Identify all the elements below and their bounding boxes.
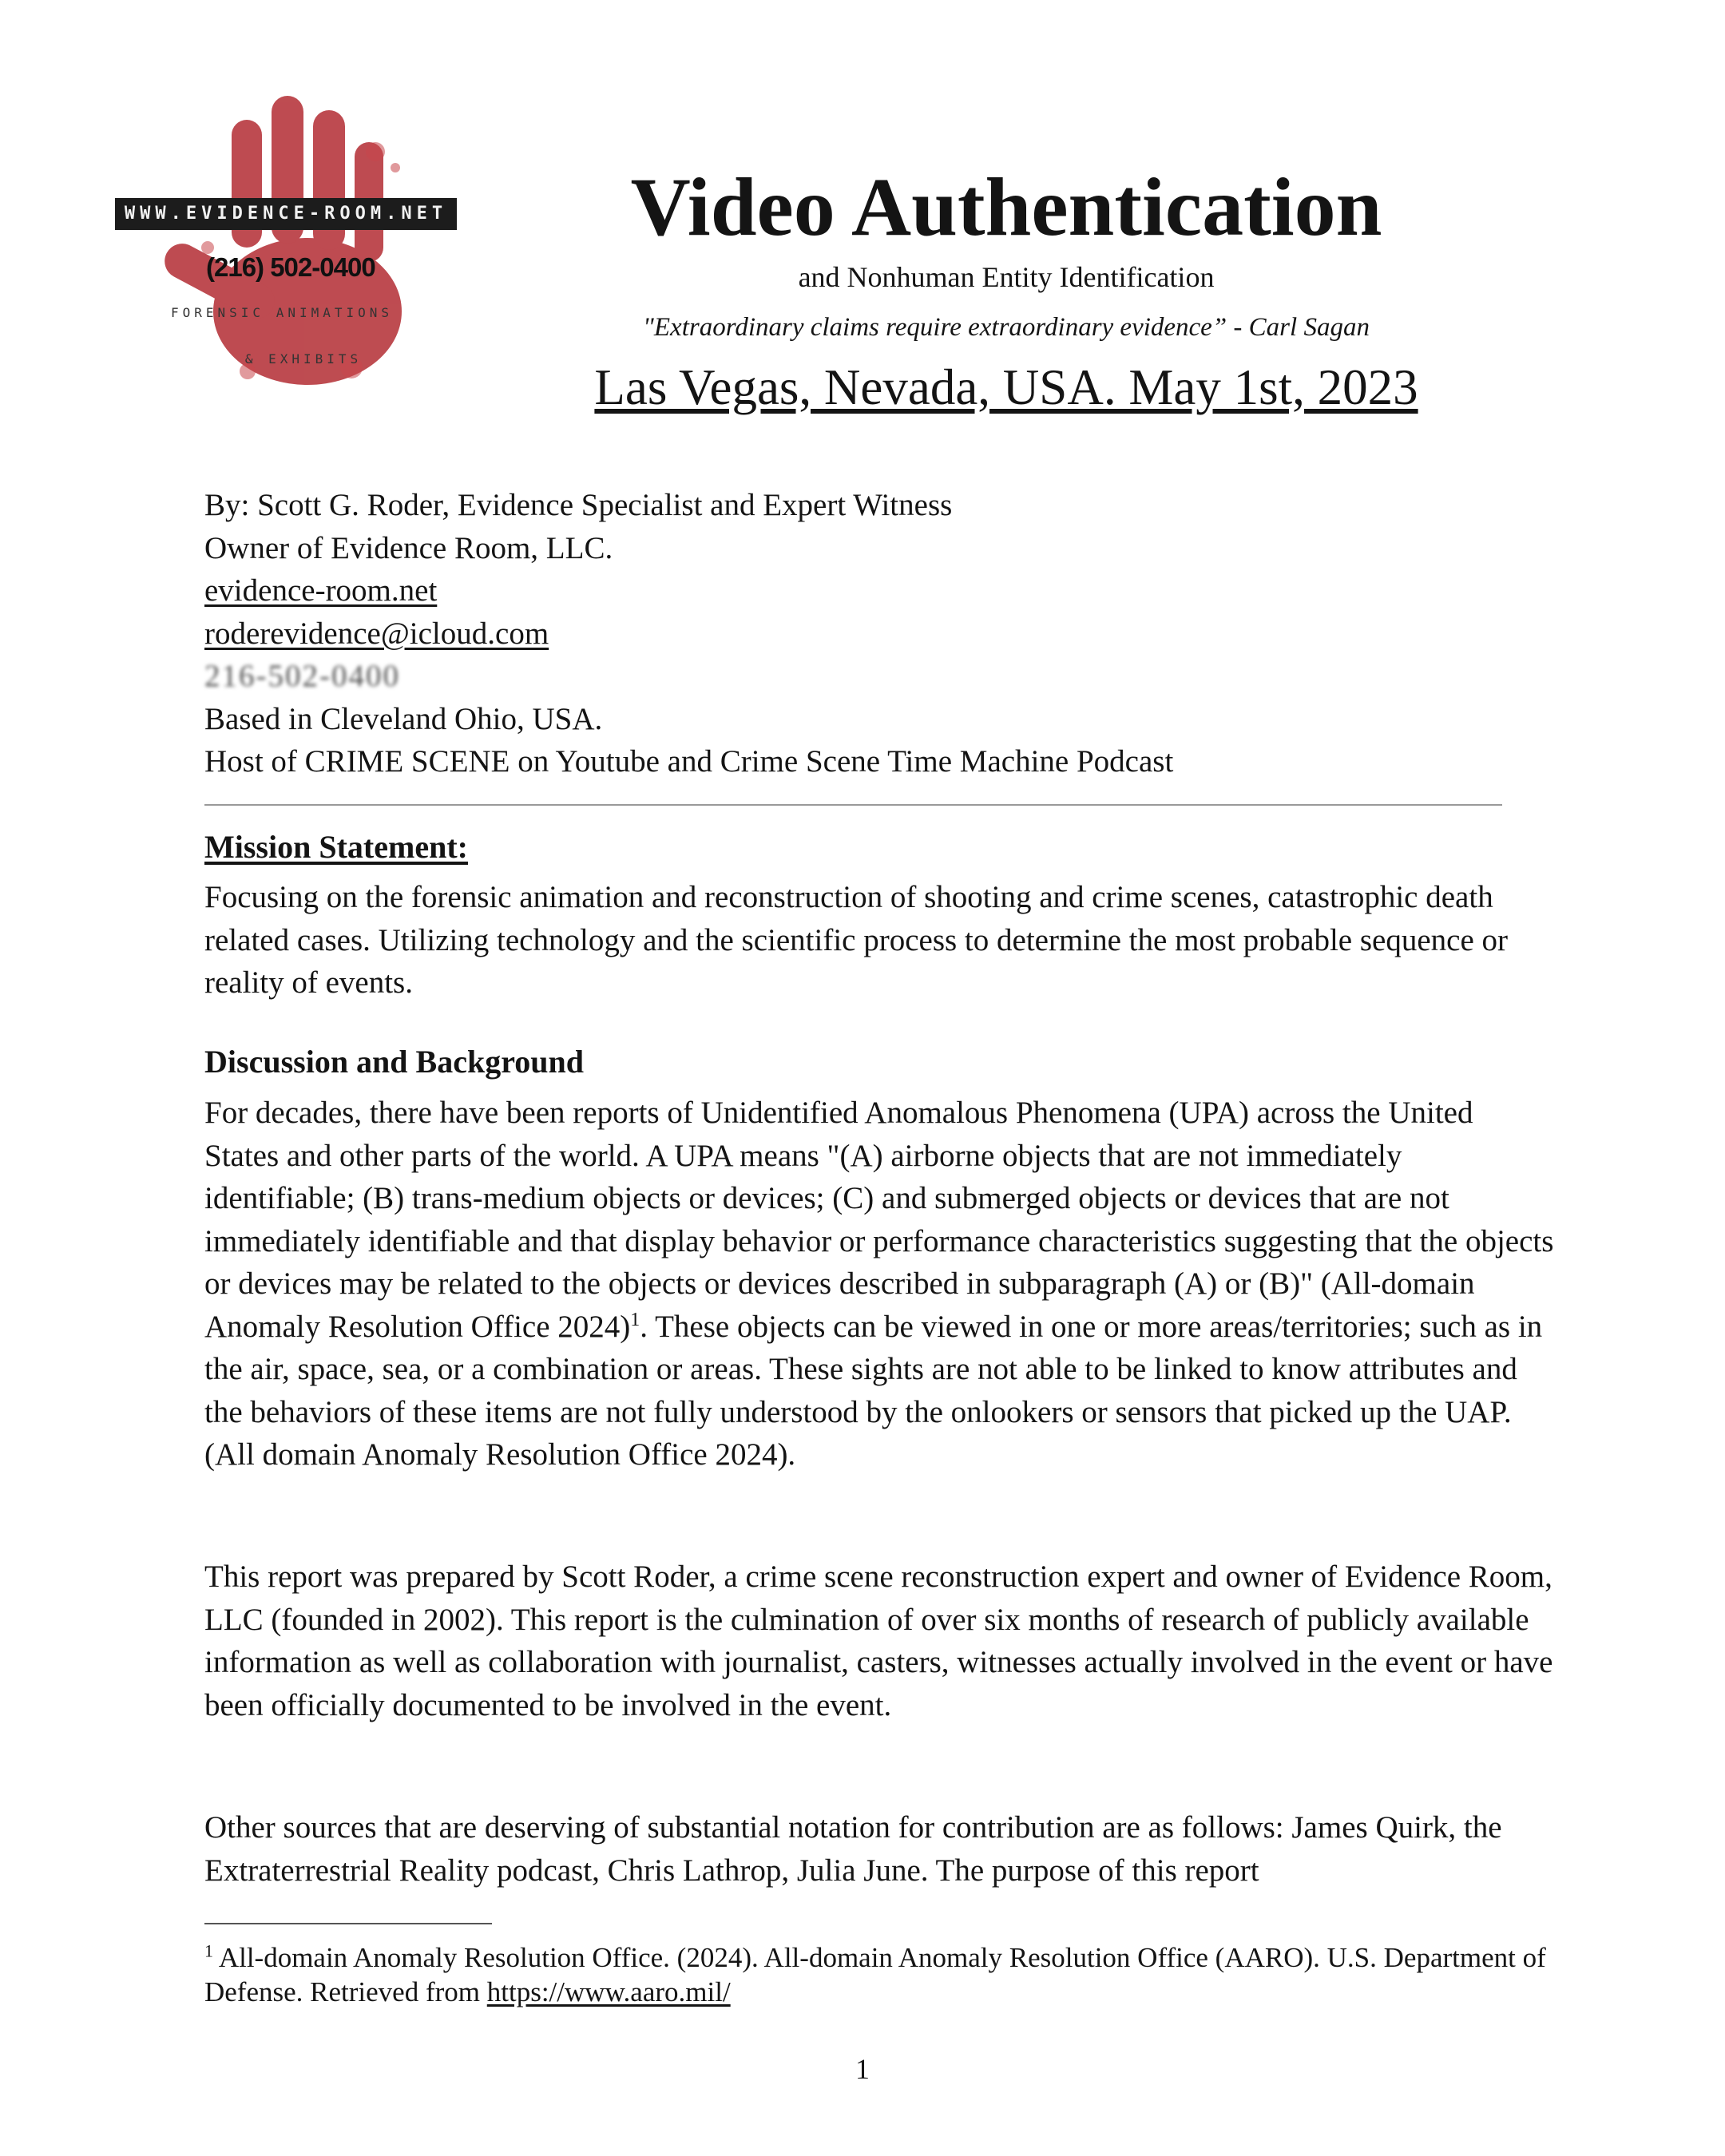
author-host-of: Host of CRIME SCENE on Youtube and Crime Scene Time Machine Podcast (204, 744, 1174, 779)
footnote-number: 1 (204, 1940, 213, 1961)
sagan-quote: "Extraordinary claims require extraordinary evidence” - Carl Sagan (643, 313, 1370, 342)
evidence-room-logo (112, 96, 471, 391)
mission-heading: Mission Statement: (204, 829, 468, 865)
author-block (204, 484, 1562, 783)
discussion-paragraph-3: Other sources that are deserving of substantial notation for contribution are as follows: James Quirk, the Extraterrestrial Reality podcast, Chris Lathrop, Julia June. The purpose of this report (204, 1810, 1502, 1888)
discussion-paragraph-2: This report was prepared by Scott Roder, a crime scene reconstruction expert and owner of Evidence Room, LLC (founded in 2002). This report is the culmination of over six months of research of publicly available information as well as collaboration with journalist, casters, witnesses actually involved in the event or have been officially documented to be involved in the event. (204, 1560, 1553, 1722)
document-title: Video Authentication (630, 161, 1382, 253)
author-by-line: By: Scott G. Roder, Evidence Specialist and Expert Witness (204, 488, 953, 522)
logo-tagline-exhibits: & EXHIBITS (244, 351, 363, 367)
footnote-reference[interactable]: 1 (630, 1309, 640, 1330)
paragraph-1-part-b: . These objects can be viewed in one or more areas/territories; such as in the air, space, sea, or a combination or areas. These sights are not able to be linked to know attributes and the behaviors of these items are not fully understood by the onlookers or sensors that picked up the UAP. (All domain Anomaly Resolution Office 2024). (204, 1309, 1543, 1472)
footnote-divider (204, 1923, 492, 1924)
footnote (204, 1940, 1546, 2009)
aaro-link[interactable]: https://www.aaro.mil/ (486, 1976, 731, 2007)
location-date: Las Vegas, Nevada, USA. May 1st, 2023 (594, 359, 1418, 415)
document-subtitle: and Nonhuman Entity Identification (798, 261, 1215, 293)
email-link[interactable]: roderevidence@icloud.com (204, 616, 549, 651)
logo-tagline: FORENSIC ANIMATIONS (171, 305, 394, 320)
redacted-phone: 216-502-0400 (204, 659, 400, 693)
logo-phone: (216) 502-0400 (206, 252, 375, 282)
mission-text: Focusing on the forensic animation and reconstruction of shooting and crime scenes, catastrophic death related cases. Utilizing technology and the scientific process to determine the most probable sequence or reality of events. (204, 880, 1509, 1000)
website-link[interactable]: evidence-room.net (204, 573, 438, 608)
discussion-heading: Discussion and Background (204, 1044, 584, 1080)
author-location: Based in Cleveland Ohio, USA. (204, 701, 603, 736)
section-divider (204, 804, 1502, 806)
red-handprint-icon (112, 96, 471, 391)
paragraph-1-part-a: For decades, there have been reports of Unidentified Anomalous Phenomena (UPA) across the United States and other parts of the world. A UPA means "(A) airborne objects that are not immediately identifiable; (B) trans-medium objects or devices; (C) and submerged objects or devices that are not immediately identifiable and that display behavior or performance characteristics suggesting that the objects or devices may be related to the objects or devices described in subparagraph (A) or (B)" (All-domain Anomaly Resolution Office 2024) (204, 1096, 1554, 1344)
footnote-text: All-domain Anomaly Resolution Office. (2024). All-domain Anomaly Resolution Office (AARO). U.S. Department of Defense. Retrieved from (204, 1942, 1546, 2007)
author-company: Owner of Evidence Room, LLC. (204, 530, 613, 565)
discussion-paragraph-1 (204, 1092, 1554, 1476)
logo-url-banner: WWW.EVIDENCE-ROOM.NET (115, 198, 457, 230)
page-number: 1 (855, 2053, 870, 2085)
